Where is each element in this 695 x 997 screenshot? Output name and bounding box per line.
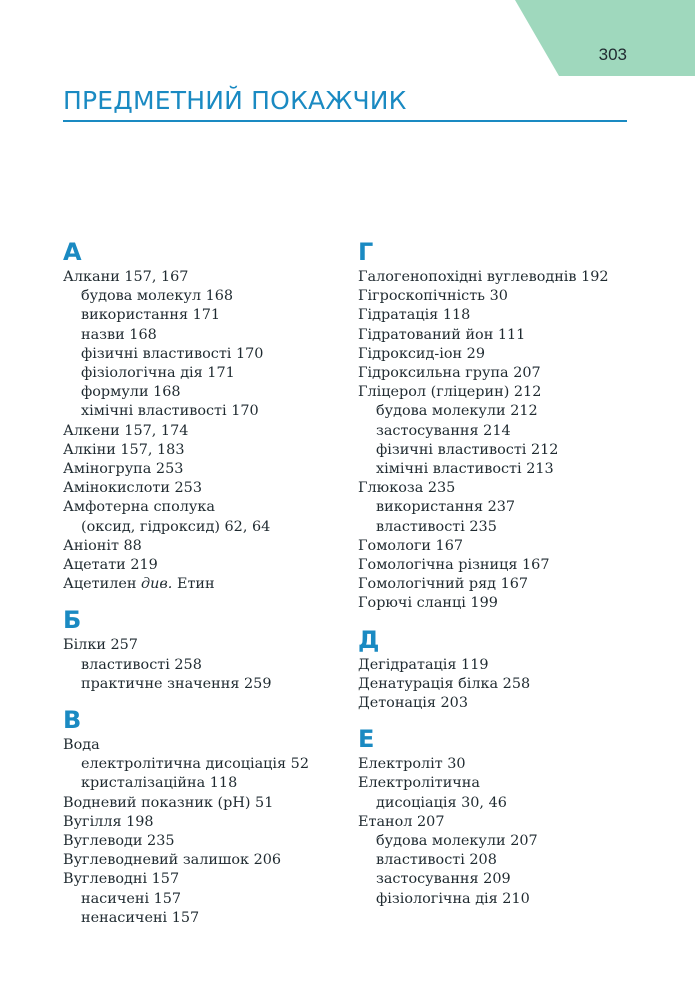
index-subentry: насичені 157 xyxy=(81,890,182,907)
index-subentry: фізичні властивості 212 xyxy=(376,441,559,458)
section-letter: Г xyxy=(358,238,374,266)
index-subentry: застосування 214 xyxy=(376,422,511,439)
index-subentry: фізіологічна дія 210 xyxy=(376,890,530,907)
index-subentry: використання 237 xyxy=(376,499,516,516)
index-entry: Амінокислоти 253 xyxy=(63,480,202,497)
index-subentry: застосування 209 xyxy=(376,871,511,888)
index-entry: Глюкоза 235 xyxy=(358,480,456,497)
index-entry: Вуглеводні 157 xyxy=(63,871,180,888)
index-subentry: назви 168 xyxy=(81,326,157,343)
section-letter: Д xyxy=(358,625,380,654)
index-subentry: будова молекул 168 xyxy=(81,288,234,305)
index-entry: Вугілля 198 xyxy=(63,813,154,830)
index-entry: Гігроскопічність 30 xyxy=(358,288,508,305)
page-number: 303 xyxy=(598,45,627,64)
index-entry: Електроліт 30 xyxy=(358,756,466,773)
index-subentry: будова молекули 207 xyxy=(376,833,538,850)
index-section xyxy=(63,704,363,928)
index-entry: Алкіни 157, 183 xyxy=(63,441,185,458)
index-subentry: ненасичені 157 xyxy=(81,909,200,926)
index-section xyxy=(63,236,363,594)
page-title: ПРЕДМЕТНИЙ ПОКАЖЧИК xyxy=(63,86,407,115)
index-subentry: практичне значення 259 xyxy=(81,675,272,692)
index-entry: Амфотерна сполука xyxy=(63,499,215,516)
index-entry: Гліцерол (гліцерин) 212 xyxy=(358,384,542,401)
index-entry: Дегідратація 119 xyxy=(358,656,489,673)
index-entry: Водневий показник (pH) 51 xyxy=(63,794,274,811)
index-subentry: властивості 235 xyxy=(376,518,497,535)
index-section xyxy=(358,624,658,714)
index-section xyxy=(63,604,363,694)
index-entry: Аніоніт 88 xyxy=(63,537,142,554)
index-entry: Алкени 157, 174 xyxy=(63,422,189,439)
index-entry: Гідроксильна група 207 xyxy=(358,365,541,382)
index-entry: Білки 257 xyxy=(63,637,138,654)
index-entry: Ацетилен див. Етин xyxy=(63,576,215,593)
index-entry: Гідратація 118 xyxy=(358,307,471,324)
index-subentry: хімічні властивості 170 xyxy=(81,403,259,420)
index-entry: Детонація 203 xyxy=(358,695,468,712)
index-entry: Галогенопохідні вуглеводнів 192 xyxy=(358,269,609,285)
index-column-left xyxy=(63,236,363,938)
index-entry: Вуглеводи 235 xyxy=(63,833,175,850)
index-entry: Гомологічна різниця 167 xyxy=(358,557,550,574)
section-letter: Е xyxy=(358,725,375,754)
index-entry: Гідратований йон 111 xyxy=(358,326,526,343)
index-subentry: (оксид, гідроксид) 62, 64 xyxy=(81,518,271,535)
index-subentry: формули 168 xyxy=(81,384,181,401)
index-subentry: електролітична дисоціація 52 xyxy=(81,756,309,773)
index-section xyxy=(358,723,658,909)
index-subentry: кристалізаційна 118 xyxy=(81,775,238,792)
index-subentry: властивості 208 xyxy=(376,852,497,869)
index-subentry: властивості 258 xyxy=(81,656,202,673)
index-subentry: дисоціація 30, 46 xyxy=(376,794,507,811)
index-subentry: використання 171 xyxy=(81,307,221,324)
index-subentry: фізіологічна дія 171 xyxy=(81,365,235,382)
index-entry: Гомологи 167 xyxy=(358,537,464,554)
index-subentry: хімічні властивості 213 xyxy=(376,461,554,478)
index-entry: Аміногрупа 253 xyxy=(63,461,184,478)
index-entry: Етанол 207 xyxy=(358,813,445,830)
index-subentry: фізичні властивості 170 xyxy=(81,345,264,362)
index-entry: Вода xyxy=(63,737,100,754)
section-letter: А xyxy=(63,238,82,266)
index-column-right xyxy=(358,236,658,919)
index-entry: Горючі сланці 199 xyxy=(358,595,498,612)
index-entry: Гідроксид-іон 29 xyxy=(358,345,485,362)
index-entry: Вуглеводневий залишок 206 xyxy=(63,852,282,869)
index-entry: Електролітична xyxy=(358,775,480,792)
index-entry: Денатурація білка 258 xyxy=(358,675,531,692)
title-underline xyxy=(63,120,627,122)
index-subentry: будова молекули 212 xyxy=(376,403,538,420)
index-entry: Алкани 157, 167 xyxy=(63,269,189,285)
section-letter: В xyxy=(63,706,82,735)
section-letter: Б xyxy=(63,606,82,635)
index-entry: Гомологічний ряд 167 xyxy=(358,576,529,593)
index-entry: Ацетати 219 xyxy=(63,557,158,574)
index-section xyxy=(358,236,658,614)
